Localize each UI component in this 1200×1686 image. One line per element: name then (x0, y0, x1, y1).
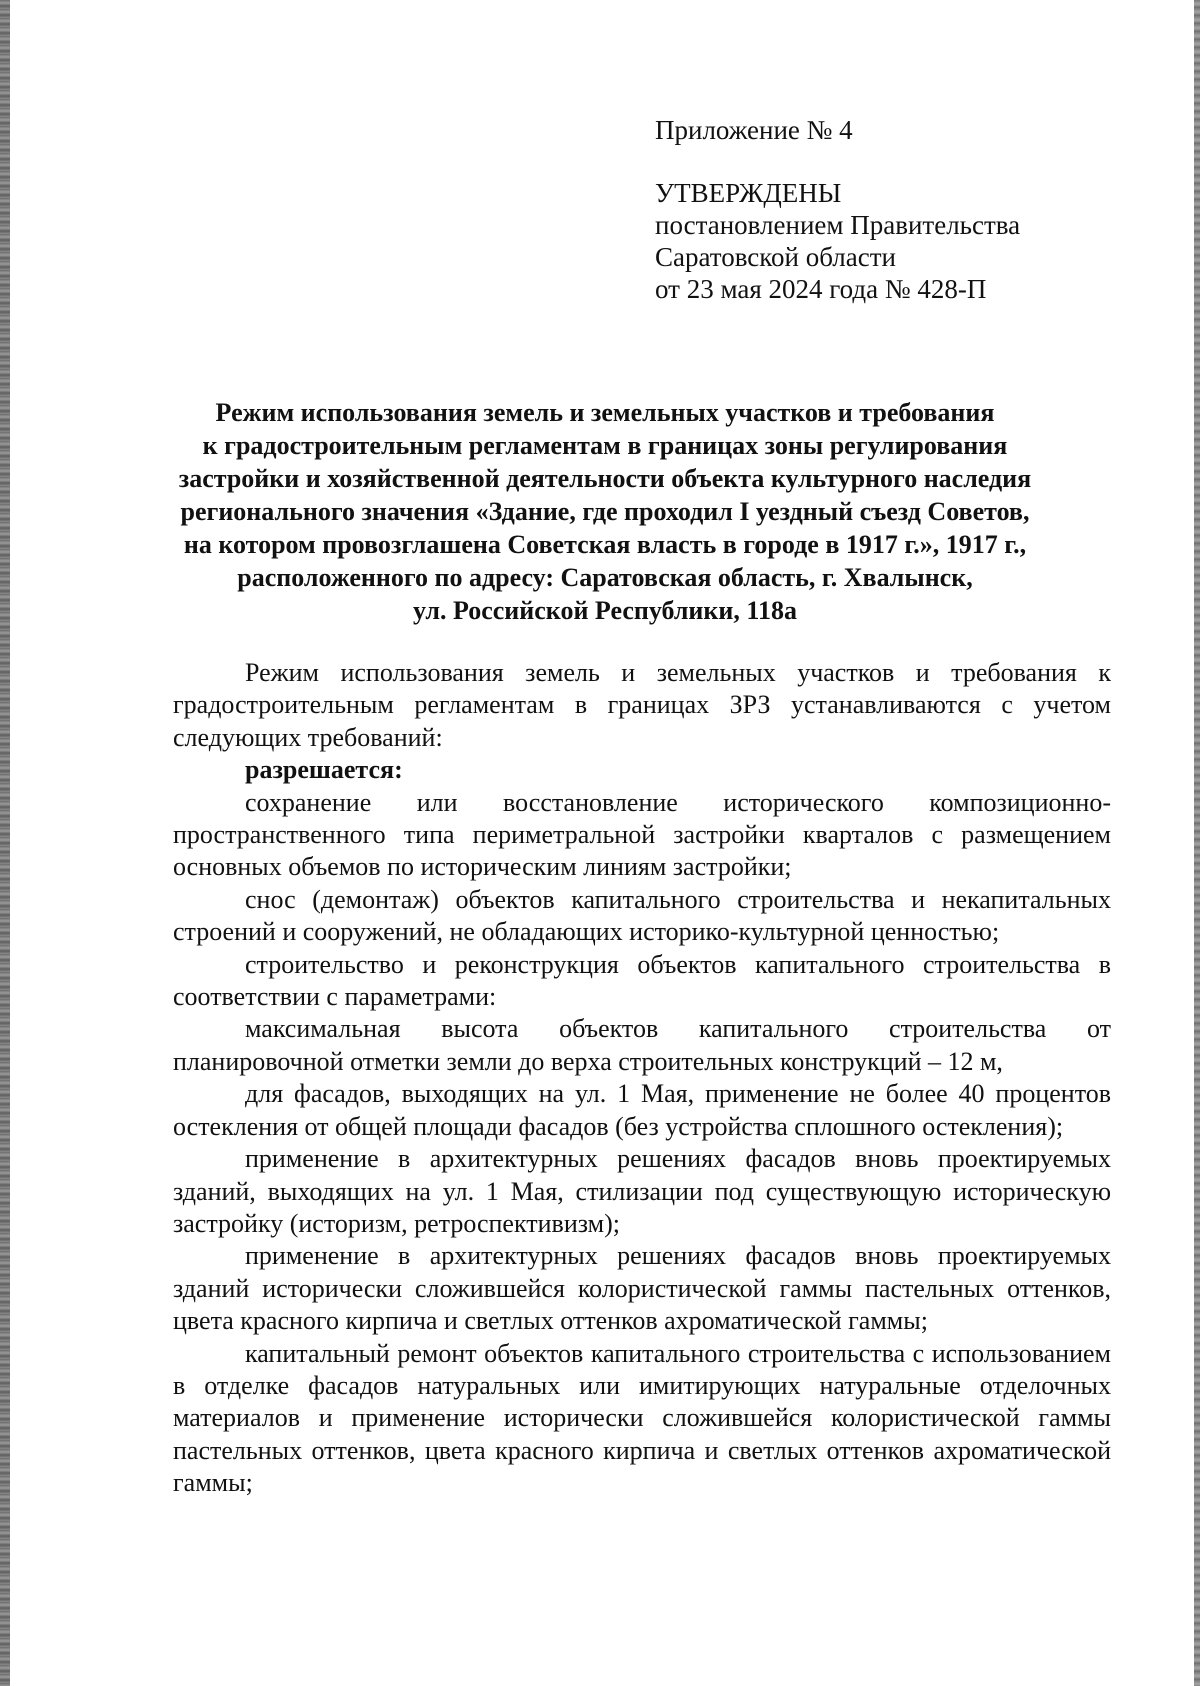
body-paragraph: для фасадов, выходящих на ул. 1 Мая, применение не более 40 процентов остекления от общей площади фасадов (без устройства сплошного остекления); (173, 1079, 1111, 1141)
document-title (155, 396, 1055, 627)
approved-by-line-1: постановлением Правительства (655, 210, 1021, 240)
approved-by-line-2: Саратовской области (655, 242, 896, 272)
scan-edge-right (1194, 0, 1200, 1686)
title-line: регионального значения «Здание, где проходил I уездный съезд Советов, (180, 497, 1030, 526)
body-paragraph: строительство и реконструкция объектов капитального строительства в соответствии с параметрами: (173, 949, 1111, 1012)
scan-edge-left (0, 0, 10, 1686)
title-line: расположенного по адресу: Саратовская область, г. Хвалынск, (237, 563, 973, 592)
approved-by-line-3: от 23 мая 2024 года № 428-П (655, 274, 987, 304)
body-paragraph: максимальная высота объектов капитального строительства от планировочной отметки земли до верха строительных конструкций – 12 м, (173, 1014, 1111, 1076)
appendix-number: Приложение № 4 (655, 115, 853, 145)
title-line: ул. Российской Республики, 118а (413, 596, 797, 625)
intro-paragraph: Режим использования земель и земельных участков и требования к градостроительным регламентам в границах ЗРЗ устанавливаются с учетом следующих требований: (173, 658, 1111, 752)
approved-label: УТВЕРЖДЕНЫ (655, 178, 842, 208)
body-paragraph: сохранение или восстановление исторического композиционно-пространственного типа периметральной застройки кварталов с размещением основных объемов по историческим линиям застройки; (173, 787, 1111, 882)
title-line: Режим использования земель и земельных участков и требования (215, 398, 995, 427)
body-paragraph: капитальный ремонт объектов капитального строительства с использованием в отделке фасадов натуральных или имитирующих натуральные отделочных материалов и применение исторически сложившейся колористической гаммы пастельных оттенков, цвета красного кирпича и светлых оттенков ахроматической гаммы; (173, 1338, 1111, 1498)
title-line: на котором провозглашена Советская власть в городе в 1917 г.», 1917 г., (183, 530, 1027, 559)
body-paragraph: снос (демонтаж) объектов капитального строительства и некапитальных строений и сооружений, не обладающих историко-культурной ценностью; (173, 884, 1111, 947)
body-paragraph: применение в архитектурных решениях фасадов вновь проектируемых зданий, выходящих на ул. 1 Мая, стилизации под существующую историческую застройку (историзм, ретроспективизм); (173, 1144, 1111, 1238)
document-body (173, 657, 1111, 1500)
title-line: застройки и хозяйственной деятельности объекта культурного наследия (178, 464, 1032, 493)
body-paragraph: применение в архитектурных решениях фасадов вновь проектируемых зданий исторически сложившейся колористической гаммы пастельных оттенков, цвета красного кирпича и светлых оттенков ахроматической гаммы; (173, 1241, 1111, 1336)
appendix-header (655, 114, 1175, 305)
allowed-heading: разрешается: (245, 755, 403, 785)
title-line: к градостроительным регламентам в границах зоны регулирования (202, 431, 1008, 460)
